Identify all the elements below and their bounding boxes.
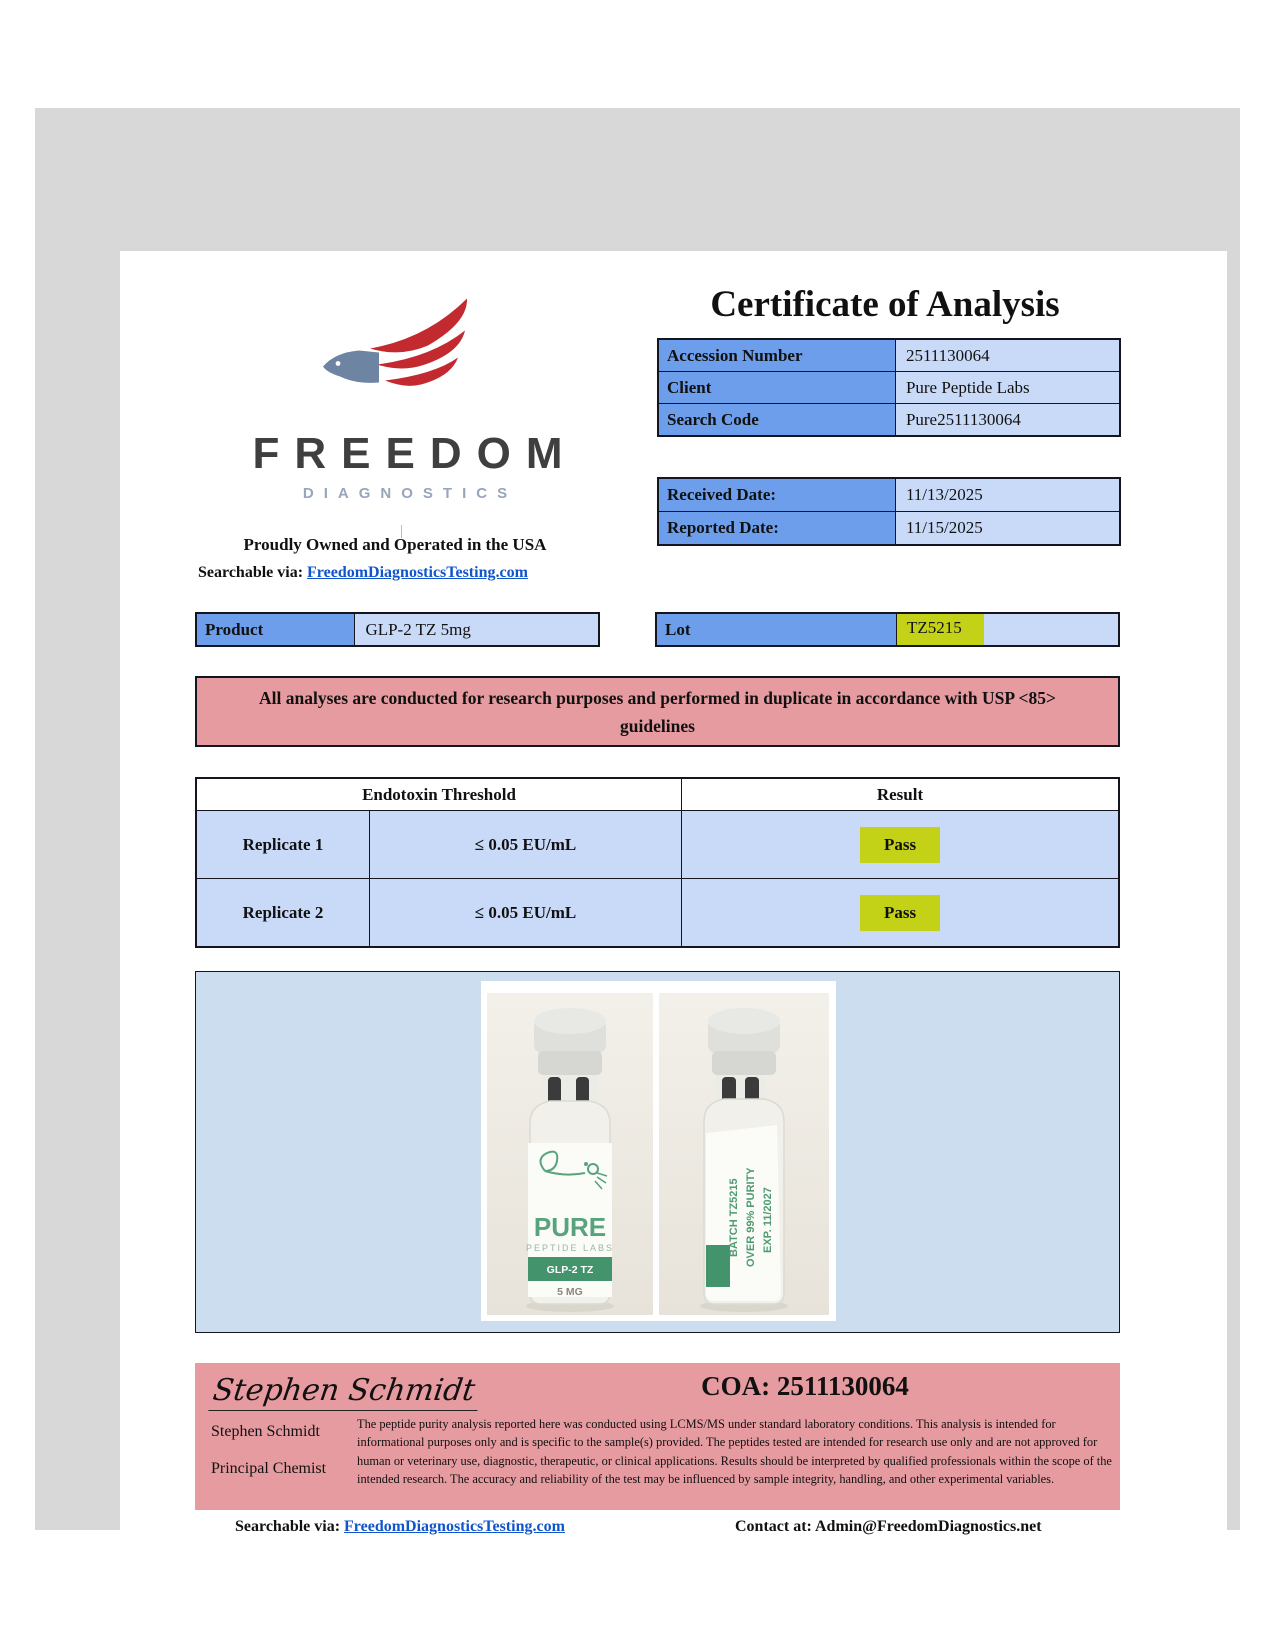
replicate-2-result: [682, 879, 1118, 946]
table-row: [659, 511, 1119, 544]
lot-table: [655, 612, 1120, 647]
accession-number-label: Accession Number: [659, 340, 896, 371]
coa-page: [120, 251, 1227, 1607]
lot-value: [897, 614, 1118, 645]
disclaimer-text: The peptide purity analysis reported here was conducted using LCMS/MS under standard laboratory conditions. This analysis is intended for informational purposes only and is specific to the sample(s) provided. The peptides tested are intended for research use only and are not approved for human or veterinary use, diagnostic, therapeutic, or clinical applications. Results should be interpreted by qualified professionals within the scope of the intended research. The accuracy and reliability of the test may be influenced by sample integrity, handling, and other experimental variables.: [357, 1417, 1112, 1487]
product-value: GLP-2 TZ 5mg: [355, 614, 598, 645]
footer-searchable-link[interactable]: FreedomDiagnosticsTesting.com: [344, 1518, 565, 1535]
search-code-label: Search Code: [659, 404, 896, 435]
endotoxin-threshold-header: Endotoxin Threshold: [197, 779, 682, 810]
freedom-eagle-icon: [315, 293, 485, 411]
rear-vial-purity-text: OVER 99% PURITY: [745, 1167, 757, 1267]
signature-script: Stephen Schmidt: [208, 1373, 483, 1411]
accession-info-table: [657, 338, 1121, 437]
table-row: [659, 479, 1119, 511]
logo-wordmark: FREEDOM: [252, 429, 578, 478]
front-vial-image: [487, 993, 653, 1315]
accession-number-value: 2511130064: [896, 340, 1119, 371]
dates-table: [657, 477, 1121, 546]
divider-tick: |: [400, 523, 404, 539]
replicate-1-threshold: ≤ 0.05 EU/mL: [370, 811, 682, 878]
table-row: [659, 340, 1119, 371]
page-frame: [35, 108, 1240, 1535]
footer-contact: Contact at: Admin@FreedomDiagnostics.net: [735, 1518, 1042, 1535]
rear-vial-batch-text: BATCH TZ5215: [728, 1178, 740, 1257]
client-value: Pure Peptide Labs: [896, 372, 1119, 403]
front-vial-brand: PURE: [533, 1212, 607, 1242]
usa-tagline: Proudly Owned and Operated in the USA: [243, 535, 547, 554]
reported-date-value: 11/15/2025: [896, 512, 1119, 544]
result-header: Result: [682, 779, 1118, 810]
product-table: [195, 612, 600, 647]
front-vial-band-text: GLP-2 TZ: [546, 1264, 594, 1276]
lot-label: Lot: [657, 614, 897, 645]
signer-role: Principal Chemist: [211, 1460, 327, 1477]
footer-searchable-label: Searchable via:: [235, 1518, 341, 1535]
replicate-2-threshold: ≤ 0.05 EU/mL: [370, 879, 682, 946]
searchable-link-top[interactable]: FreedomDiagnosticsTesting.com: [307, 564, 528, 581]
replicate-1-label: Replicate 1: [197, 811, 370, 878]
searchable-line-top: [198, 564, 528, 582]
table-row: [197, 878, 1118, 946]
coa-number: COA: 2511130064: [701, 1371, 909, 1401]
vial-front-view: [487, 993, 653, 1315]
vial-photo: [481, 981, 836, 1321]
front-vial-brand-sub: PEPTIDE LABS: [525, 1243, 615, 1253]
table-row: [197, 810, 1118, 878]
received-date-value: 11/13/2025: [896, 479, 1119, 511]
searchable-label: Searchable via:: [198, 564, 304, 581]
table-row: [659, 403, 1119, 435]
signer-name: Stephen Schmidt: [211, 1423, 320, 1440]
pass-badge: Pass: [860, 827, 940, 863]
received-date-label: Received Date:: [659, 479, 896, 511]
front-vial-dose: 5 MG: [557, 1286, 583, 1298]
replicate-2-label: Replicate 2: [197, 879, 370, 946]
replicate-1-result: [682, 811, 1118, 878]
client-label: Client: [659, 372, 896, 403]
table-row: [657, 614, 1118, 645]
vial-rear-view: [659, 993, 829, 1315]
product-label: Product: [197, 614, 355, 645]
table-row: [659, 371, 1119, 403]
footer-searchable-line: [235, 1518, 565, 1536]
research-notice-banner: All analyses are conducted for research purposes and performed in duplicate in accordance with USP <85> guidelines: [195, 676, 1120, 747]
logo-subtitle: DIAGNOSTICS: [302, 485, 518, 502]
lot-value-highlight: TZ5215: [897, 614, 984, 645]
rear-vial-exp-text: EXP. 11/2027: [762, 1187, 774, 1253]
endotoxin-table: [195, 777, 1120, 948]
rear-vial-image: [659, 993, 829, 1315]
pass-badge: Pass: [860, 895, 940, 931]
table-row: [197, 614, 598, 645]
page-title: Certificate of Analysis: [710, 284, 1060, 325]
search-code-value: Pure2511130064: [896, 404, 1119, 435]
endotoxin-header-row: [197, 779, 1118, 810]
signature-section: [195, 1363, 1120, 1510]
reported-date-label: Reported Date:: [659, 512, 896, 544]
vial-photo-panel: [195, 971, 1120, 1333]
